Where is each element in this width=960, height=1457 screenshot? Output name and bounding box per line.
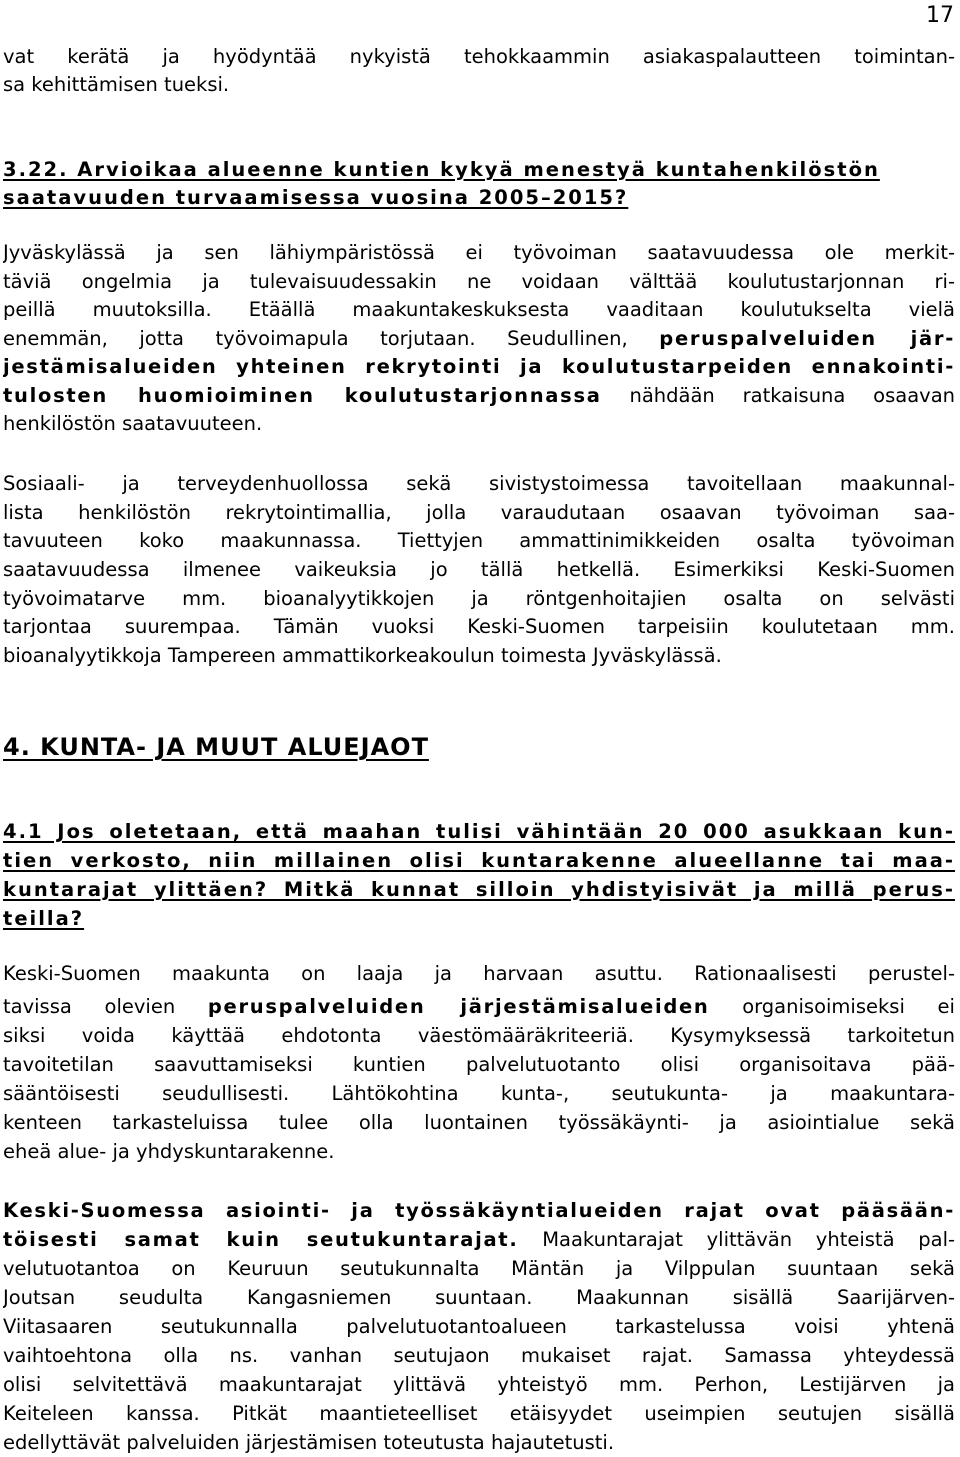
heading-line: teilla? — [3, 907, 85, 930]
text-line: sääntöisesti seudullisesti. Lähtökohtina kunta-, seutukunta- ja maakuntara- — [3, 1082, 955, 1105]
text-line: olisi selvitettävä maakuntarajat ylittävä yhteistyö mm. Perhon, Lestijärven ja — [3, 1373, 955, 1396]
text-line: kenteen tarkasteluissa tulee olla luontainen työssäkäynti- ja asiointialue sekä — [3, 1111, 955, 1134]
heading-line: saatavuuden turvaamisessa vuosina 2005–2015? — [3, 186, 629, 209]
text-line: siksi voida käyttää ehdotonta väestömääräkriteeriä. Kysymyksessä tarkoitetun — [3, 1024, 955, 1047]
text-line: tavoitetilan saavuttamiseksi kuntien palvelutuotanto olisi organisoitava pää- — [3, 1053, 955, 1076]
text-line: vaihtoehtona olla ns. vanhan seutujaon mukaiset rajat. Samassa yhteydessä — [3, 1344, 955, 1367]
bold-text-line: jestämisalueiden yhteinen rekrytointi ja koulutustarpeiden ennakointi- — [3, 355, 955, 378]
text-span: organisoimiseksi ei — [742, 995, 955, 1018]
text-line — [3, 993, 955, 1021]
text-line: tarjontaa suurempaa. Tämän vuoksi Keski-Suomen tarpeisiin koulutetaan mm. — [3, 615, 955, 638]
text-line: bioanalyytikkoja Tampereen ammattikorkeakoulun toimesta Jyväskylässä. — [3, 644, 722, 667]
page-number: 17 — [926, 3, 954, 28]
text-line: lista henkilöstön rekrytointimallia, jolla varaudutaan osaavan työvoiman saa- — [3, 501, 955, 524]
text-line: henkilöstön saatavuuteen. — [3, 412, 263, 435]
text-line: peillä muutoksilla. Etäällä maakuntakeskuksesta vaaditaan koulutukselta vielä — [3, 298, 955, 321]
heading-line: 4.1 Jos oletetaan, että maahan tulisi vähintään 20 000 asukkaan kun- — [3, 820, 955, 843]
text-line: sa kehittämisen tueksi. — [3, 73, 230, 96]
text-line: Sosiaali- ja terveydenhuollossa sekä sivistystoimessa tavoitellaan maakunnal- — [3, 472, 955, 495]
bold-text: peruspalveluiden jär- — [659, 327, 955, 350]
bold-text: peruspalveluiden järjestämisalueiden — [207, 995, 710, 1018]
text-line: vat kerätä ja hyödyntää nykyistä tehokkaammin asiakaspalautteen toimintan- — [3, 45, 955, 68]
text-line: Jyväskylässä ja sen lähiympäristössä ei työvoiman saatavuudessa ole merkit- — [3, 241, 955, 264]
text-span: enemmän, jotta työvoimapula torjutaan. Seudullinen, — [3, 327, 628, 350]
text-line: työvoimatarve mm. bioanalyytikkojen ja röntgenhoitajien osalta on selvästi — [3, 587, 955, 610]
text-line: Keiteleen kanssa. Pitkät maantieteelliset etäisyydet useimpien seutujen sisällä — [3, 1402, 955, 1425]
text-line: edellyttävät palveluiden järjestämisen toteutusta hajautetusti. — [3, 1431, 615, 1454]
text-line: täviä ongelmia ja tulevaisuudessakin ne voidaan välttää koulutustarjonnan ri- — [3, 270, 955, 293]
text-span: Maakuntarajat ylittävän yhteistä pal- — [542, 1228, 955, 1251]
heading-line: 3.22. Arvioikaa alueenne kuntien kykyä menestyä kuntahenkilöstön — [3, 158, 880, 181]
heading-line: tien verkosto, niin millainen olisi kuntarakenne alueellanne tai maa- — [3, 849, 955, 872]
text-line: Viitasaaren seutukunnalla palvelutuotantoalueen tarkastelussa voisi yhtenä — [3, 1315, 955, 1338]
text-line: Keski-Suomen maakunta on laaja ja harvaan asuttu. Rationaalisesti perustel- — [3, 962, 955, 985]
bold-text: tulosten huomioiminen koulutustarjonnassa — [3, 384, 602, 407]
text-line: Joutsan seudulta Kangasniemen suuntaan. Maakunnan sisällä Saarijärven- — [3, 1286, 955, 1309]
text-line: eheä alue- ja yhdyskuntarakenne. — [3, 1140, 335, 1163]
text-line — [3, 382, 955, 410]
bold-text: töisesti samat kuin seutukuntarajat. — [3, 1228, 519, 1251]
text-line: tavuuteen koko maakunnassa. Tiettyjen ammattinimikkeiden osalta työvoiman — [3, 529, 955, 552]
bold-text-line: Keski-Suomessa asiointi- ja työssäkäyntialueiden rajat ovat pääsään- — [3, 1199, 955, 1222]
text-span: nähdään ratkaisuna osaavan — [629, 384, 955, 407]
text-line — [3, 325, 955, 353]
text-line — [3, 1226, 955, 1254]
text-span: tavissa olevien — [3, 995, 176, 1018]
section-heading-4: 4. KUNTA- JA MUUT ALUEJAOT — [3, 733, 429, 761]
text-line: velutuotantoa on Keuruun seutukunnalta Mäntän ja Vilppulan suuntaan sekä — [3, 1257, 955, 1280]
text-line: saatavuudessa ilmenee vaikeuksia jo tällä hetkellä. Esimerkiksi Keski-Suomen — [3, 558, 955, 581]
heading-line: kuntarajat ylittäen? Mitkä kunnat silloin yhdistyisivät ja millä perus- — [3, 878, 955, 901]
